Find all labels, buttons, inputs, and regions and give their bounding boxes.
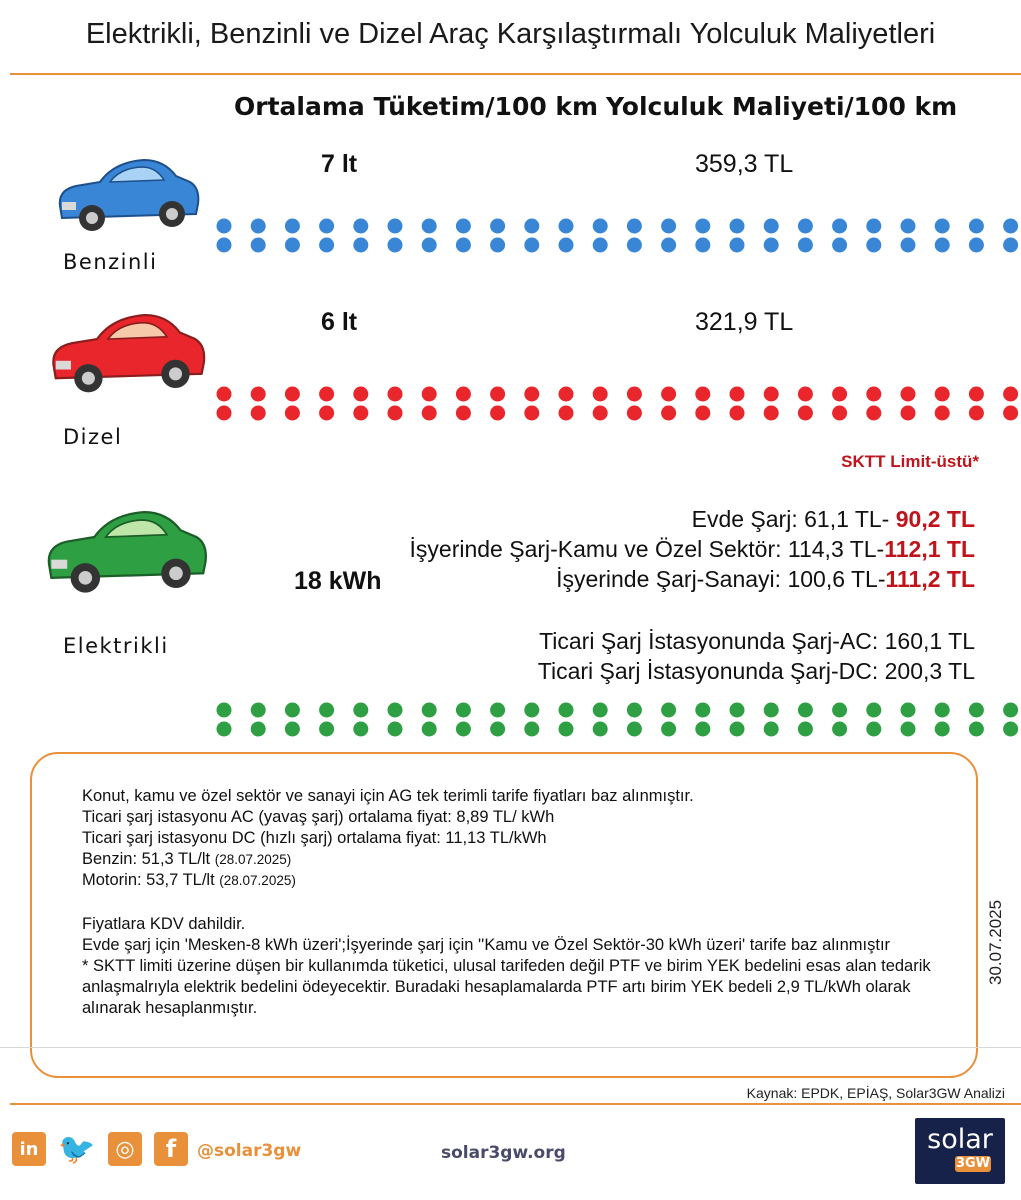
cost-header: Yolculuk Maliyeti/100 km <box>606 92 958 121</box>
red-car-icon <box>44 302 209 405</box>
dizel-dot <box>832 387 847 402</box>
elektrikli-dot <box>524 722 539 737</box>
elektrikli-consumption: 18 kWh <box>294 567 382 595</box>
elektrikli-dot <box>285 722 300 737</box>
logo-text: solar <box>927 1124 993 1155</box>
benzinli-dot <box>559 219 574 234</box>
benzinli-dot <box>1003 219 1018 234</box>
date-stamp: 30.07.2025 <box>986 899 1005 985</box>
benzinli-dot <box>353 238 368 253</box>
elektrikli-dot <box>353 703 368 718</box>
elektrikli-dot <box>456 722 471 737</box>
elektrikli-dot <box>353 722 368 737</box>
benzinli-dot <box>627 238 642 253</box>
benzinli-dot <box>866 219 881 234</box>
benzinli-dot <box>798 238 813 253</box>
dizel-dot <box>524 387 539 402</box>
elektrikli-dot <box>627 703 642 718</box>
dizel-dot <box>661 406 676 421</box>
dizel-dot <box>524 406 539 421</box>
dizel-dot <box>1003 406 1018 421</box>
dizel-dot <box>661 387 676 402</box>
benzinli-dot <box>661 238 676 253</box>
solar3gw-logo <box>915 1118 1005 1184</box>
benzinli-dot <box>969 219 984 234</box>
elektrikli-dot <box>490 722 505 737</box>
elektrikli-dot <box>695 703 710 718</box>
elektrikli-dot <box>901 722 916 737</box>
website-link[interactable]: solar3gw.org <box>441 1143 566 1163</box>
elektrikli-dot <box>730 703 745 718</box>
benzinli-dot-row <box>210 218 1021 254</box>
note-tariff-basis: Konut, kamu ve özel sektör ve sanayi için AG tek terimli tarife fiyatları baz alınmıştır. <box>82 787 694 805</box>
benzinli-dot <box>490 219 505 234</box>
dizel-label: Dizel <box>63 425 123 449</box>
benzinli-dot <box>388 219 403 234</box>
gray-divider <box>0 1047 1021 1048</box>
dizel-dot <box>285 406 300 421</box>
workplace-public-private-row <box>410 536 975 563</box>
benzinli-dot <box>695 238 710 253</box>
linkedin-icon[interactable]: in <box>12 1132 46 1166</box>
commercial-dc-row: Ticari Şarj İstasyonunda Şarj-DC: 200,3 TL <box>537 658 975 684</box>
benzinli-dot <box>251 219 266 234</box>
elektrikli-dot <box>969 722 984 737</box>
dizel-dot <box>730 387 745 402</box>
elektrikli-dot-row <box>210 702 1021 738</box>
elektrikli-dot <box>730 722 745 737</box>
instagram-icon[interactable]: ◎ <box>108 1132 142 1166</box>
benzinli-dot <box>319 238 334 253</box>
elektrikli-dot <box>559 722 574 737</box>
dizel-dot <box>490 406 505 421</box>
dizel-dot <box>764 406 779 421</box>
dizel-dot <box>695 406 710 421</box>
dizel-dot <box>866 387 881 402</box>
elektrikli-dot <box>832 722 847 737</box>
elektrikli-dot <box>1003 703 1018 718</box>
elektrikli-dot <box>217 722 232 737</box>
elektrikli-dot <box>866 722 881 737</box>
dizel-dot <box>217 406 232 421</box>
benzinli-dot <box>832 219 847 234</box>
elektrikli-dot <box>456 703 471 718</box>
benzinli-dot <box>353 219 368 234</box>
elektrikli-dot <box>388 722 403 737</box>
elektrikli-dot <box>593 722 608 737</box>
dizel-dot <box>901 406 916 421</box>
benzinli-dot <box>422 219 437 234</box>
footer-divider <box>10 1103 1021 1105</box>
note-sktt: * SKTT limiti üzerine düşen bir kullanımda tüketici, ulusal tarifeden değil PTF ve birim YEK bedelini esas alan tedarik anlaşmalrıyla elektrik bedelini ödeyecektir. Buradaki hesaplamalarda PTF artı birim YEK bedeli 2,9 TL/kWh olarak alınarak hesaplanmıştır. <box>82 956 931 1017</box>
dizel-consumption: 6 lt <box>321 308 358 336</box>
dizel-dot <box>901 387 916 402</box>
elektrikli-dot <box>764 722 779 737</box>
facebook-icon[interactable]: f <box>154 1132 188 1166</box>
dizel-dot <box>695 387 710 402</box>
benzinli-dot <box>251 238 266 253</box>
benzinli-dot <box>524 219 539 234</box>
elektrikli-dot <box>422 703 437 718</box>
workplace-public-private-highlight: 112,1 TL <box>884 536 975 562</box>
elektrikli-dot <box>319 722 334 737</box>
elektrikli-dot <box>627 722 642 737</box>
dizel-dot <box>798 406 813 421</box>
benzinli-dot <box>832 238 847 253</box>
benzinli-dot <box>285 238 300 253</box>
benzinli-dot <box>1003 238 1018 253</box>
elektrikli-dot <box>1003 722 1018 737</box>
benzinli-dot <box>627 219 642 234</box>
workplace-industry-text: İşyerinde Şarj-Sanayi: 100,6 TL- <box>556 566 886 592</box>
elektrikli-dot <box>798 703 813 718</box>
benzinli-dot <box>866 238 881 253</box>
dizel-dot <box>1003 387 1018 402</box>
dizel-dot <box>593 387 608 402</box>
dizel-dot <box>935 406 950 421</box>
elektrikli-dot <box>388 703 403 718</box>
notes-box <box>30 752 978 1078</box>
dizel-dot <box>832 406 847 421</box>
elektrikli-dot <box>935 722 950 737</box>
benzinli-dot <box>935 219 950 234</box>
sktt-limit-note: SKTT Limit-üstü* <box>841 452 979 471</box>
dizel-dot <box>764 387 779 402</box>
elektrikli-dot <box>695 722 710 737</box>
commercial-ac-row: Ticari Şarj İstasyonunda Şarj-AC: 160,1 TL <box>539 628 975 654</box>
blue-car-icon <box>52 148 202 243</box>
dizel-dot <box>319 406 334 421</box>
benzinli-dot <box>593 238 608 253</box>
benzinli-dot <box>901 238 916 253</box>
home-charging-highlight: 90,2 TL <box>895 506 975 532</box>
benzinli-dot <box>524 238 539 253</box>
elektrikli-dot <box>217 703 232 718</box>
note-dc-price: Ticari şarj istasyonu DC (hızlı şarj) ortalama fiyat: 11,13 TL/kWh <box>82 829 547 848</box>
elektrikli-dot <box>901 703 916 718</box>
page-title: Elektrikli, Benzinli ve Dizel Araç Karşılaştırmalı Yolculuk Maliyetleri <box>85 18 936 50</box>
dizel-dot <box>627 406 642 421</box>
social-handle[interactable]: @solar3gw <box>197 1141 302 1161</box>
benzinli-dot <box>217 238 232 253</box>
dizel-dot <box>627 387 642 402</box>
dizel-dot <box>353 406 368 421</box>
dizel-dot <box>353 387 368 402</box>
dizel-dot <box>559 406 574 421</box>
benzinli-dot <box>764 238 779 253</box>
dizel-dot <box>285 387 300 402</box>
benzinli-dot <box>217 219 232 234</box>
note-ac-price: Ticari şarj istasyonu AC (yavaş şarj) ortalama fiyat: 8,89 TL/ kWh <box>82 808 555 827</box>
benzinli-dot <box>661 219 676 234</box>
dizel-dot <box>456 406 471 421</box>
elektrikli-dot <box>935 703 950 718</box>
dizel-dot <box>319 387 334 402</box>
benzinli-cost: 359,3 TL <box>695 150 794 178</box>
note-kdv: Fiyatlara KDV dahildir. <box>82 914 246 933</box>
elektrikli-dot <box>251 703 266 718</box>
dizel-dot <box>388 387 403 402</box>
workplace-industry-highlight: 111,2 TL <box>885 566 975 592</box>
benzinli-consumption: 7 lt <box>321 150 358 178</box>
elektrikli-dot <box>285 703 300 718</box>
note-gasoline-price: Benzin: 51,3 TL/lt (28.07.2025) <box>82 850 292 869</box>
dizel-dot <box>490 387 505 402</box>
workplace-industry-row <box>556 566 975 593</box>
benzinli-dot <box>730 219 745 234</box>
consumption-header: Ortalama Tüketim/100 km <box>234 92 599 121</box>
benzinli-dot <box>798 219 813 234</box>
dizel-dot <box>251 406 266 421</box>
elektrikli-dot <box>661 722 676 737</box>
dizel-cost: 321,9 TL <box>695 308 794 336</box>
dizel-dot <box>798 387 813 402</box>
elektrikli-dot <box>251 722 266 737</box>
benzinli-dot <box>969 238 984 253</box>
elektrikli-dot <box>422 722 437 737</box>
dizel-dot <box>388 406 403 421</box>
benzinli-dot <box>695 219 710 234</box>
note-diesel-price: Motorin: 53,7 TL/lt (28.07.2025) <box>82 871 296 890</box>
benzinli-dot <box>285 219 300 234</box>
dizel-dot <box>730 406 745 421</box>
benzinli-dot <box>730 238 745 253</box>
dizel-dot <box>866 406 881 421</box>
elektrikli-dot <box>798 722 813 737</box>
home-charging-row <box>692 506 975 533</box>
dizel-dot <box>935 387 950 402</box>
twitter-icon[interactable]: 🐦 <box>58 1131 96 1167</box>
benzinli-dot <box>901 219 916 234</box>
elektrikli-dot <box>866 703 881 718</box>
benzinli-dot <box>456 219 471 234</box>
benzinli-dot <box>559 238 574 253</box>
elektrikli-label: Elektrikli <box>63 634 169 658</box>
benzinli-dot <box>593 219 608 234</box>
home-charging-text: Evde Şarj: 61,1 TL- <box>691 506 896 532</box>
dizel-dot <box>251 387 266 402</box>
dizel-dot <box>422 387 437 402</box>
benzinli-dot <box>319 219 334 234</box>
dizel-dot <box>559 387 574 402</box>
elektrikli-dot <box>969 703 984 718</box>
elektrikli-dot <box>559 703 574 718</box>
dizel-dot <box>422 406 437 421</box>
benzinli-dot <box>388 238 403 253</box>
dizel-dot <box>217 387 232 402</box>
title-divider <box>10 73 1021 75</box>
elektrikli-dot <box>832 703 847 718</box>
dizel-dot <box>969 387 984 402</box>
benzinli-label: Benzinli <box>63 250 158 274</box>
elektrikli-dot <box>490 703 505 718</box>
green-car-icon <box>40 497 210 607</box>
elektrikli-dot <box>661 703 676 718</box>
note-tariff-types: Evde şarj için 'Mesken-8 kWh üzeri';İşyerinde şarj için ''Kamu ve Özel Sektör-30 kWh üzeri' tarife baz alınmıştır <box>82 935 891 954</box>
source-note: Kaynak: EPDK, EPİAŞ, Solar3GW Analizi <box>746 1085 1005 1101</box>
dizel-dot-row <box>210 386 1021 422</box>
elektrikli-dot <box>593 703 608 718</box>
benzinli-dot <box>490 238 505 253</box>
benzinli-dot <box>764 219 779 234</box>
dizel-dot <box>456 387 471 402</box>
dizel-dot <box>969 406 984 421</box>
logo-subtext: 3GW <box>955 1156 991 1171</box>
elektrikli-dot <box>764 703 779 718</box>
benzinli-dot <box>935 238 950 253</box>
elektrikli-dot <box>524 703 539 718</box>
benzinli-dot <box>456 238 471 253</box>
dizel-dot <box>593 406 608 421</box>
elektrikli-dot <box>319 703 334 718</box>
benzinli-dot <box>422 238 437 253</box>
workplace-public-private-text: İşyerinde Şarj-Kamu ve Özel Sektör: 114,3 TL- <box>409 536 885 562</box>
